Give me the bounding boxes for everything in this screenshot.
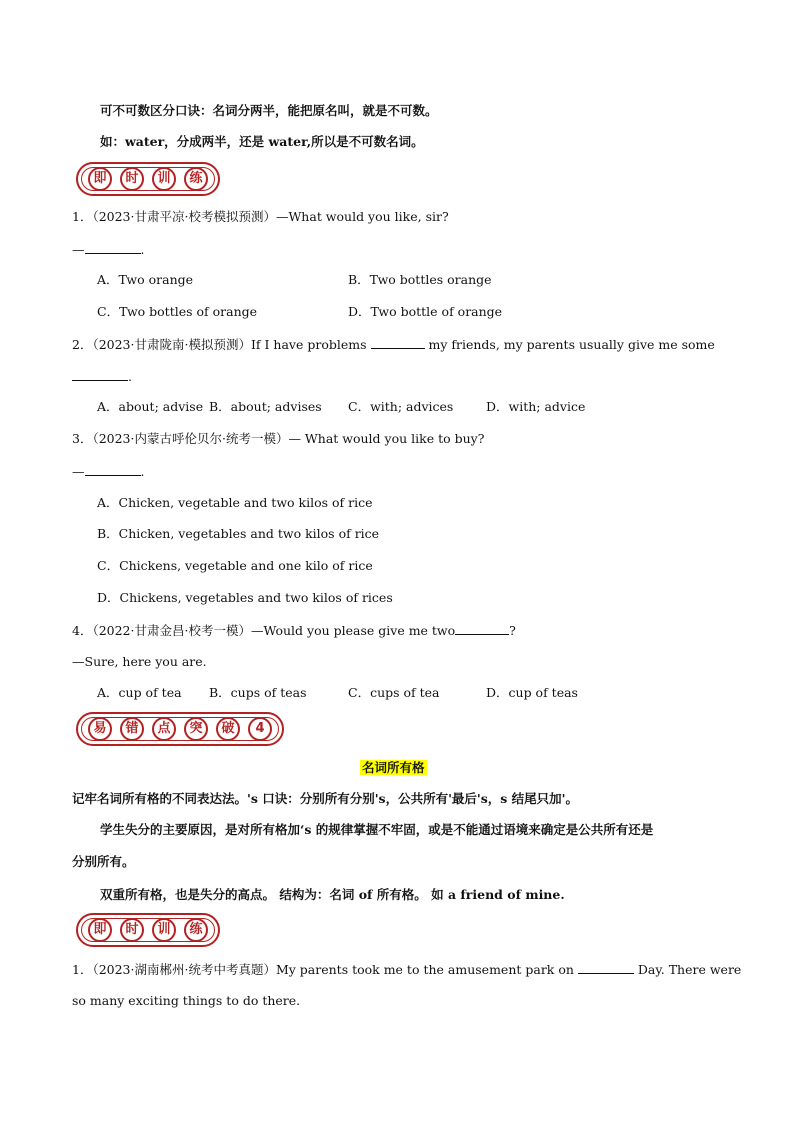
badge-char: 破	[216, 717, 240, 741]
question-2-answer-line	[72, 368, 132, 385]
practice-badge	[76, 913, 220, 947]
answer-prefix: —	[72, 464, 85, 479]
question-4-option-c[interactable]: C．cups of tea	[348, 685, 440, 700]
question-3-option-a[interactable]: A．Chicken, vegetable and two kilos of rice	[97, 495, 373, 510]
badge-char: 训	[152, 918, 176, 942]
badge-char: 点	[152, 717, 176, 741]
section-rule-paragraph: 记牢名词所有格的不同表达法。's 口诀：分别所有分别's，公共所有'最后's，s 结尾只加'。	[72, 791, 578, 806]
section-reason-paragraph: 学生失分的主要原因，是对所有格加‘s 的规律掌握不牢固，或是不能通过语境来确定是公共所有还是	[100, 822, 654, 837]
badge-char: 练	[184, 167, 208, 191]
answer-prefix: —	[72, 242, 85, 257]
question-4-option-b[interactable]: B．cups of teas	[209, 685, 307, 700]
prompt-part: Day. There were	[637, 962, 742, 977]
section-double-possessive: 双重所有格，也是失分的高点。 结构为：名词 of 所有格。 如 a friend of mine.	[100, 887, 565, 902]
question-2-option-c[interactable]: C．with; advices	[348, 399, 454, 414]
badge-char: 时	[120, 918, 144, 942]
question-2-option-a[interactable]: A．about; advise	[97, 399, 204, 414]
question-4-reply: —Sure, here you are.	[72, 654, 207, 669]
practice-badge	[76, 162, 220, 196]
badge-char: 4	[248, 717, 272, 741]
question-1-option-d[interactable]: D．Two bottle of orange	[348, 304, 503, 319]
badge-char: 易	[88, 717, 112, 741]
answer-blank[interactable]	[85, 463, 141, 476]
question-3-prompt: 3．（2023·内蒙古呼伦贝尔·统考一模）— What would you like to buy?	[72, 431, 485, 446]
answer-suffix: .	[140, 464, 145, 479]
question-3-option-b[interactable]: B．Chicken, vegetables and two kilos of rice	[97, 526, 380, 541]
question-1-prompt: 1．（2023·甘肃平凉·校考模拟预测）—What would you like, sir?	[72, 209, 449, 224]
tip-water-example: 如：water，分成两半，还是 water,所以是不可数名词。	[100, 134, 424, 149]
question-1-answer-line	[72, 241, 144, 258]
badge-char: 即	[88, 918, 112, 942]
question-2-option-d[interactable]: D．with; advice	[486, 399, 586, 414]
question-4-option-a[interactable]: A．cup of tea	[97, 685, 182, 700]
question-3-option-d[interactable]: D．Chickens, vegetables and two kilos of rices	[97, 590, 393, 605]
question-5-prompt	[72, 961, 741, 978]
prompt-part: ?	[509, 623, 516, 638]
heading-text: 名词所有格	[362, 760, 425, 775]
badge-char: 即	[88, 167, 112, 191]
badge-char: 突	[184, 717, 208, 741]
badge-char: 时	[120, 167, 144, 191]
answer-blank[interactable]	[72, 368, 128, 381]
answer-blank[interactable]	[371, 336, 425, 349]
prompt-part: 4．（2022·甘肃金昌·校考一模）—Would you please give me two	[72, 623, 456, 638]
question-2-option-b[interactable]: B．about; advises	[209, 399, 322, 414]
answer-blank[interactable]	[578, 961, 634, 974]
question-1-option-b[interactable]: B．Two bottles orange	[348, 272, 492, 287]
answer-blank[interactable]	[85, 241, 141, 254]
badge-char: 练	[184, 918, 208, 942]
section-heading	[360, 760, 427, 776]
question-3-option-c[interactable]: C．Chickens, vegetable and one kilo of rice	[97, 558, 373, 573]
question-2-prompt	[72, 336, 715, 353]
answer-suffix: .	[140, 242, 145, 257]
question-1-option-c[interactable]: C．Two bottles of orange	[97, 304, 258, 319]
question-4-prompt	[72, 622, 516, 639]
error-point-badge	[76, 712, 284, 746]
section-reason-paragraph-cont: 分别所有。	[72, 854, 135, 869]
prompt-part: 1．（2023·湖南郴州·统考中考真题）My parents took me to the amusement park on	[72, 962, 574, 977]
badge-char: 训	[152, 167, 176, 191]
question-5-prompt-cont: so many exciting things to do there.	[72, 993, 301, 1008]
answer-suffix: .	[128, 369, 132, 384]
badge-char: 错	[120, 717, 144, 741]
answer-blank[interactable]	[455, 622, 509, 635]
tip-uncountable-rhyme: 可不可数区分口诀：名词分两半，能把原名叫，就是不可数。	[100, 103, 438, 118]
prompt-part: my friends, my parents usually give me some	[428, 337, 715, 352]
question-4-option-d[interactable]: D．cup of teas	[486, 685, 578, 700]
question-3-answer-line	[72, 463, 144, 480]
prompt-part: 2．（2023·甘肃陇南·模拟预测）If I have problems	[72, 337, 367, 352]
question-1-option-a[interactable]: A．Two orange	[97, 272, 194, 287]
